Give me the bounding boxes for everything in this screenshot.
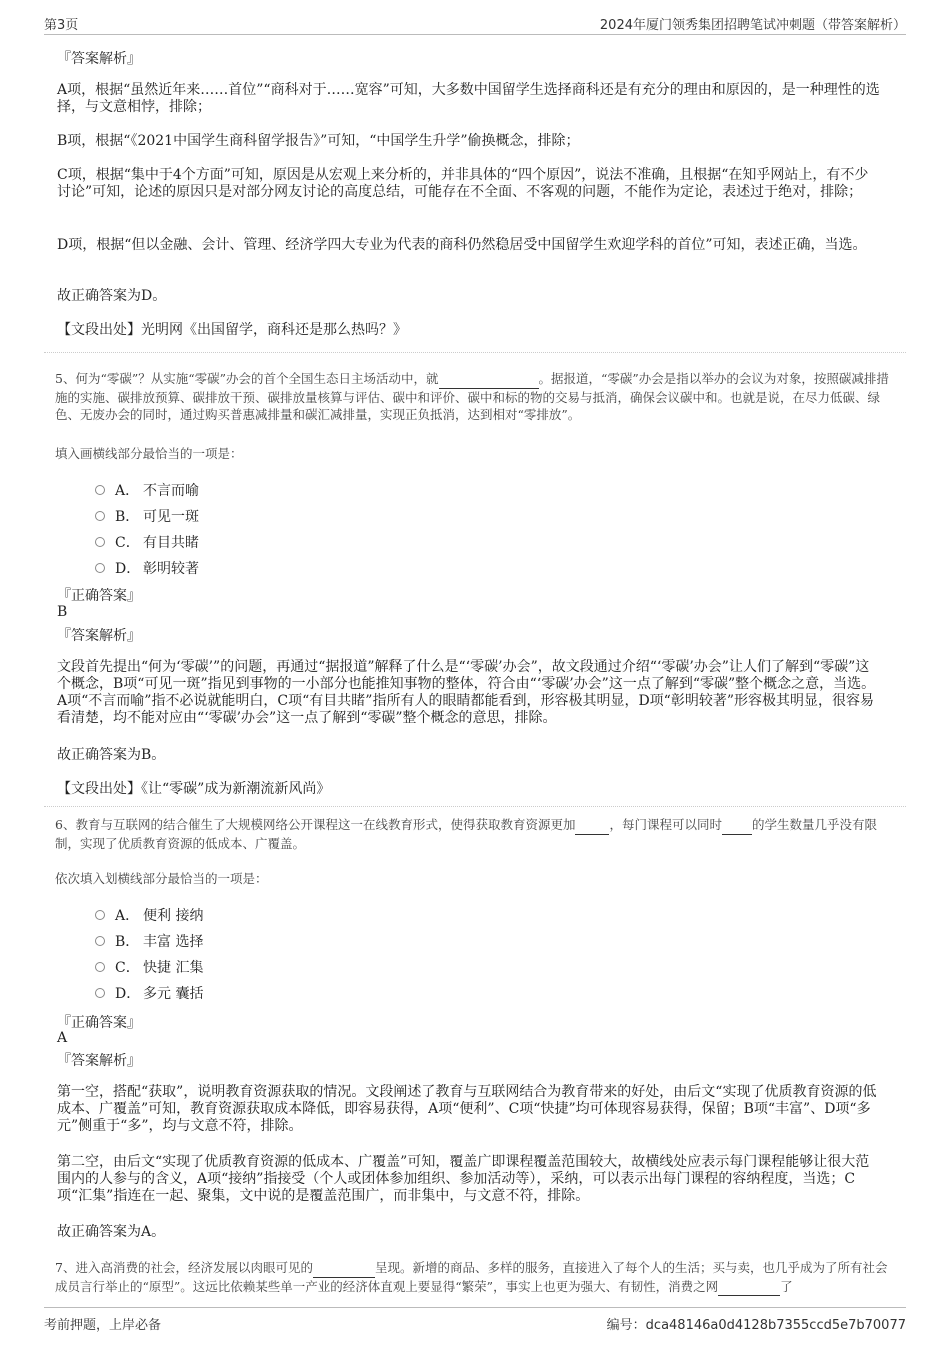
q4-analysis-c: C项，根据“集中于4个方面”可知，原因是从宏观上来分析的，并非具体的“四个原因”，说法不准确，且根据“在知乎网站上，有不少讨论”可知，论述的原因只是对部分网友讨论的高度总结，可能存在不全面、不客观的问题，不能作为定论，表述过于绝对，排除； (57, 167, 869, 200)
q6-option-b[interactable] (95, 931, 203, 951)
option-key: C． (115, 960, 140, 976)
q7-stem-part2: 呈现。新增的商品、多样的服务，直接进入了每个人的生活；买与卖，也几乎成为了所有社会成员言行举止的“原型”。这远比依赖某些单一产业的经济体直观上要显得“繁荣”，事实上也更为强大、有韧性，消费之网 (55, 1260, 888, 1294)
q6-blank-2 (722, 816, 752, 835)
q5-stem (55, 370, 890, 424)
option-text: 彰明较著 (143, 561, 199, 577)
code-value: dca48146a0d4128b7355ccd5e7b70077 (645, 1318, 906, 1333)
option-text: 便利 接纳 (143, 908, 204, 924)
option-key: D． (115, 561, 141, 577)
document-code (607, 1314, 906, 1333)
option-key: B． (115, 934, 140, 950)
q6-stem-part1: 6、教育与互联网的结合催生了大规模网络公开课程这一在线教育形式，使得获取教育资源更加 (55, 817, 576, 832)
q4-analysis-b: B项，根据“《2021中国学生商科留学报告》”可知，“中国学生升学”偷换概念，排除； (57, 133, 580, 149)
page-header (44, 10, 906, 35)
radio-icon[interactable] (95, 563, 105, 573)
q5-option-a[interactable] (95, 480, 199, 500)
q4-analysis-label: 『答案解析』 (57, 51, 141, 67)
option-text: 不言而喻 (143, 483, 199, 499)
q5-option-c[interactable] (95, 532, 199, 552)
q6-stem (55, 816, 890, 852)
radio-icon[interactable] (95, 537, 105, 547)
q6-analysis-2: 第二空，由后文“实现了优质教育资源的低成本、广覆盖”可知，覆盖广即课程覆盖范围较大，故横线处应表示每门课程能够让很大范围内的人参与的含义，A项“接纳”指接受（个人或团体参加组织、参加活动等），采纳，可以表示出每门课程的容纳程度，当选；C项“汇集”指连在一起、聚集，文中说的是覆盖范围广，而非集中，与文意不符，排除。 (57, 1154, 870, 1204)
q5-option-d[interactable] (95, 558, 199, 578)
radio-icon[interactable] (95, 936, 105, 946)
option-text: 丰富 选择 (143, 934, 204, 950)
q7-stem-part1: 7、进入高消费的社会，经济发展以肉眼可见的 (55, 1260, 313, 1275)
q5-conclusion: 故正确答案为B。 (57, 747, 166, 763)
q6-option-d[interactable] (95, 983, 203, 1003)
q7-stem (55, 1259, 890, 1296)
radio-icon[interactable] (95, 485, 105, 495)
q6-answer: A (57, 1030, 68, 1046)
q5-blank (439, 370, 539, 389)
footer-slogan: 考前押题，上岸必备 (44, 1318, 162, 1333)
option-text: 多元 囊括 (143, 986, 204, 1002)
q7-blank-1 (313, 1259, 375, 1278)
option-key: A． (115, 483, 140, 499)
radio-icon[interactable] (95, 511, 105, 521)
q6-analysis-label: 『答案解析』 (57, 1053, 141, 1069)
q6-conclusion: 故正确答案为A。 (57, 1224, 166, 1240)
q5-prompt: 填入画横线部分最恰当的一项是： (55, 446, 243, 461)
option-text: 快捷 汇集 (143, 960, 204, 976)
radio-icon[interactable] (95, 962, 105, 972)
option-key: C． (115, 535, 140, 551)
q6-stem-part3: 的学生数量几乎没有限制，实现了优质教育资源的低成本、广覆盖。 (55, 817, 877, 851)
q7-blank-2 (718, 1278, 780, 1297)
radio-icon[interactable] (95, 910, 105, 920)
q6-prompt: 依次填入划横线部分最恰当的一项是： (55, 871, 268, 886)
q5-analysis: 文段首先提出“何为‘零碳’”的问题，再通过“据报道”解释了什么是“‘零碳’办会”，故文段通过介绍“‘零碳’办会”让人们了解到“零碳”这个概念，B项“可见一斑”指见到事物的一小部分也能推知事物的整体，符合由“‘零碳’办会”这一点了解到“零碳”整个概念之意，当选。A项“不言而喻”指不必说就能明白，C项“有目共睹”指所有人的眼睛都能看到，形容极其明显，D项“彰明较著”形容极其明显，很容易看清楚，均不能对应由“‘零碳’办会”这一点了解到“零碳”整个概念的意思，排除。 (57, 659, 876, 726)
q6-option-a[interactable] (95, 905, 203, 925)
radio-icon[interactable] (95, 988, 105, 998)
option-key: B． (115, 509, 140, 525)
option-text: 可见一斑 (143, 509, 199, 525)
q5-answer: B (57, 604, 68, 620)
option-key: A． (115, 908, 140, 924)
q5-option-b[interactable] (95, 506, 199, 526)
divider (44, 352, 906, 353)
q7-stem-part3: 了 (780, 1278, 793, 1294)
document-title: 2024年厦门领秀集团招聘笔试冲刺题（带答案解析） (599, 18, 906, 33)
q5-source: 【文段出处】《让“零碳”成为新潮流新风尚》 (57, 781, 331, 797)
divider (44, 806, 906, 807)
option-text: 有目共睹 (143, 535, 199, 551)
q6-blank-1 (575, 816, 609, 835)
page-footer (44, 1307, 906, 1334)
q6-option-c[interactable] (95, 957, 203, 977)
q4-analysis-d: D项，根据“但以金融、会计、管理、经济学四大专业为代表的商科仍然稳居受中国留学生欢迎学科的首位”可知，表述正确，当选。 (57, 237, 867, 253)
code-label: 编号： (606, 1318, 646, 1333)
q6-analysis-1: 第一空，搭配“获取”，说明教育资源获取的情况。文段阐述了教育与互联网结合为教育带来的好处，由后文“实现了优质教育资源的低成本、广覆盖”可知，教育资源获取成本降低，即容易获得，A项“便利”、C项“快捷”均可体现容易获得，保留；B项“丰富”、D项“多元”侧重于“多”，均与文意不符，排除。 (57, 1084, 877, 1134)
q4-source: 【文段出处】光明网《出国留学，商科还是那么热吗？》 (57, 322, 407, 338)
q5-stem-part2: 。据报道，“零碳”办会是指以举办的会议为对象，按照碳减排措施的实施、碳排放预算、碳排放干预、碳排放量核算与评估、碳中和评价、碳中和标的物的交易与抵消，确保会议碳中和。也就是说，在尽力低碳、绿色、无废办会的同时，通过购买普惠减排量和碳汇减排量，实现正负抵消，达到相对“零排放”。 (55, 371, 889, 422)
option-key: D． (115, 986, 141, 1002)
q4-analysis-a: A项，根据“虽然近年来……首位”“商科对于……宽容”可知，大多数中国留学生选择商科还是有充分的理由和原因的，是一种理性的选择，与文意相悖，排除； (57, 82, 880, 115)
q5-analysis-label: 『答案解析』 (57, 628, 141, 644)
q5-answer-label: 『正确答案』 (57, 588, 141, 604)
page-number: 第3页 (44, 18, 79, 33)
q5-stem-part1: 5、何为“零碳”？从实施“零碳”办会的首个全国生态日主场活动中，就 (55, 371, 439, 386)
q4-conclusion: 故正确答案为D。 (57, 288, 167, 304)
q6-stem-part2: ，每门课程可以同时 (609, 817, 722, 832)
q6-answer-label: 『正确答案』 (57, 1015, 141, 1031)
